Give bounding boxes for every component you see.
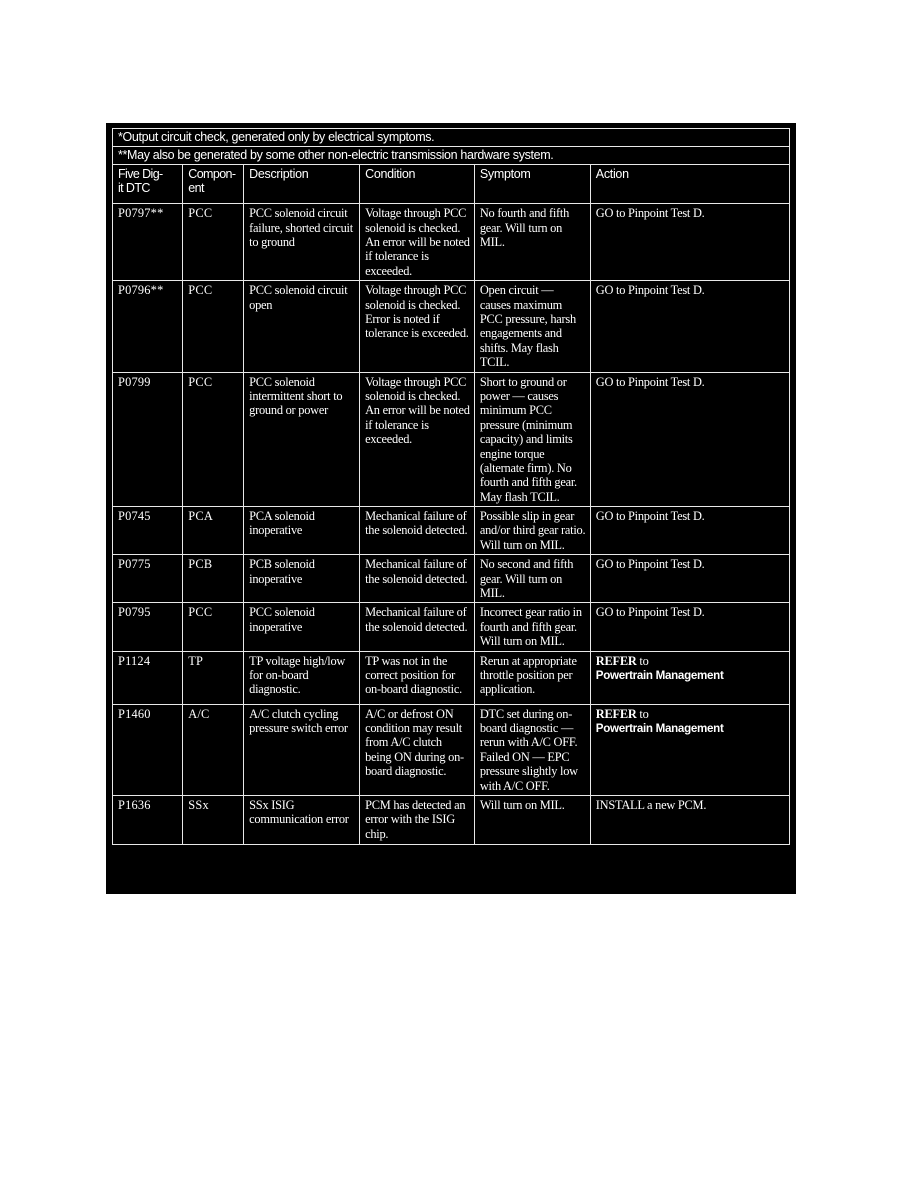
dtc-diagnostic-table (112, 128, 790, 845)
table-row (113, 704, 790, 795)
cell-symptom: Will turn on MIL. (474, 795, 590, 844)
cell-description: PCA solenoid inoperative (244, 507, 360, 555)
action-target: Powertrain Management (595, 721, 724, 735)
cell-description: PCC solenoid circuit failure, shorted circuit to ground (244, 204, 360, 281)
cell-component: A/C (183, 704, 244, 795)
cell-action (590, 704, 789, 795)
cell-symptom: No second and fifth gear. Will turn on MIL. (474, 555, 590, 603)
table-row (113, 555, 790, 603)
note-non-electric-hardware: **May also be generated by some other non-electric transmission hardware system. (113, 147, 790, 165)
column-header-component-line1: Compon- (188, 167, 236, 182)
cell-dtc: P1124 (113, 651, 183, 704)
table-row (113, 281, 790, 372)
cell-condition: Voltage through PCC solenoid is checked. An error will be noted if tolerance is exceeded. (360, 372, 475, 507)
cell-description: A/C clutch cycling pressure switch error (244, 704, 360, 795)
cell-condition: PCM has detected an error with the ISIG chip. (360, 795, 475, 844)
column-header-description: Description (244, 165, 360, 204)
cell-condition: Mechanical failure of the solenoid detected. (360, 555, 475, 603)
table-note-row-1 (113, 129, 790, 147)
table-row (113, 651, 790, 704)
cell-action: GO to Pinpoint Test D. (590, 507, 789, 555)
cell-description: SSx ISIG communication error (244, 795, 360, 844)
cell-description: PCC solenoid inoperative (244, 603, 360, 651)
table-row (113, 603, 790, 651)
cell-symptom: Incorrect gear ratio in fourth and fifth gear. Will turn on MIL. (474, 603, 590, 651)
cell-symptom: Open circuit — causes maximum PCC pressure, harsh engagements and shifts. May flash TCIL. (474, 281, 590, 372)
cell-component: PCC (183, 281, 244, 372)
column-header-dtc-line2: it DTC (118, 181, 150, 196)
table-row (113, 204, 790, 281)
column-header-symptom: Symptom (474, 165, 590, 204)
table-row (113, 372, 790, 507)
cell-description: PCB solenoid inoperative (244, 555, 360, 603)
cell-description: PCC solenoid intermittent short to ground or power (244, 372, 360, 507)
cell-condition: Voltage through PCC solenoid is checked. Error is noted if tolerance is exceeded. (360, 281, 475, 372)
cell-dtc: P0797** (113, 204, 183, 281)
table-row (113, 507, 790, 555)
cell-symptom: Rerun at appropriate throttle position per application. (474, 651, 590, 704)
action-verb: REFER (595, 706, 637, 721)
cell-action: GO to Pinpoint Test D. (590, 204, 789, 281)
column-header-action: Action (590, 165, 789, 204)
column-header-condition: Condition (360, 165, 475, 204)
cell-symptom: No fourth and fifth gear. Will turn on MIL. (474, 204, 590, 281)
column-header-component (183, 165, 244, 204)
action-verb: REFER (595, 653, 637, 668)
cell-component: PCA (183, 507, 244, 555)
cell-dtc: P1636 (113, 795, 183, 844)
cell-component: SSx (183, 795, 244, 844)
cell-condition: TP was not in the correct position for on-board diagnostic. (360, 651, 475, 704)
cell-dtc: P0745 (113, 507, 183, 555)
cell-dtc: P0775 (113, 555, 183, 603)
cell-condition: Mechanical failure of the solenoid detected. (360, 603, 475, 651)
cell-dtc: P0796** (113, 281, 183, 372)
cell-condition: Mechanical failure of the solenoid detected. (360, 507, 475, 555)
cell-condition: A/C or defrost ON condition may result from A/C clutch being ON during on-board diagnostic. (360, 704, 475, 795)
table-row (113, 795, 790, 844)
cell-action (590, 651, 789, 704)
action-connector: to (636, 706, 649, 721)
cell-symptom: Short to ground or power — causes minimum PCC pressure (minimum capacity) and limits engine torque (alternate firm). No fourth and fifth gear. May flash TCIL. (474, 372, 590, 507)
cell-action: GO to Pinpoint Test D. (590, 372, 789, 507)
note-output-circuit-check: *Output circuit check, generated only by electrical symptoms. (113, 129, 790, 147)
column-header-dtc-line1: Five Dig- (118, 167, 163, 182)
cell-component: PCB (183, 555, 244, 603)
table-header-row (113, 165, 790, 204)
column-header-component-line2: ent (188, 181, 204, 196)
action-target: Powertrain Management (595, 668, 724, 682)
cell-action: GO to Pinpoint Test D. (590, 281, 789, 372)
action-connector: to (636, 653, 649, 668)
cell-action: INSTALL a new PCM. (590, 795, 789, 844)
cell-action: GO to Pinpoint Test D. (590, 555, 789, 603)
cell-symptom: DTC set during on-board diagnostic — rerun with A/C OFF. Failed ON — EPC pressure slightly low with A/C OFF. (474, 704, 590, 795)
cell-description: PCC solenoid circuit open (244, 281, 360, 372)
cell-description: TP voltage high/low for on-board diagnostic. (244, 651, 360, 704)
cell-condition: Voltage through PCC solenoid is checked. An error will be noted if tolerance is exceeded. (360, 204, 475, 281)
cell-dtc: P1460 (113, 704, 183, 795)
cell-component: PCC (183, 603, 244, 651)
cell-component: PCC (183, 204, 244, 281)
table-note-row-2 (113, 147, 790, 165)
scanned-page-plate (106, 123, 796, 894)
cell-action: GO to Pinpoint Test D. (590, 603, 789, 651)
cell-component: PCC (183, 372, 244, 507)
cell-dtc: P0799 (113, 372, 183, 507)
cell-component: TP (183, 651, 244, 704)
cell-symptom: Possible slip in gear and/or third gear ratio. Will turn on MIL. (474, 507, 590, 555)
column-header-dtc (113, 165, 183, 204)
cell-dtc: P0795 (113, 603, 183, 651)
